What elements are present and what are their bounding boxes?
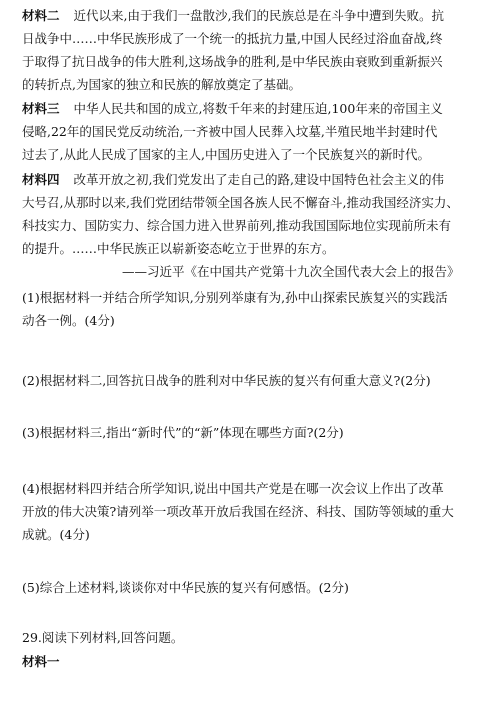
question-2: (2)根据材料二,回答抗日战争的胜利对中华民族的复兴有何重大意义?(2分)	[22, 373, 431, 388]
material-4-label: 材料四	[22, 172, 60, 187]
material-2-label: 材料二	[22, 8, 60, 23]
material-4-line: 科技实力、国防实力、综合国力进入世界前列,推动我国国际地位实现前所未有	[22, 218, 451, 233]
question-3: (3)根据材料三,指出“新时代”的“新”体现在哪些方面?(2分)	[22, 425, 344, 440]
question-5: (5)综合上述材料,谈谈你对中华民族的复兴有何感悟。(2分)	[22, 580, 349, 595]
material-2-line: 于取得了抗日战争的伟大胜利,这场战争的胜利,是中华民族由衰败到重新振兴	[22, 54, 443, 69]
question-4-line: (4)根据材料四并结合所学知识,说出中国共产党是在哪一次会议上作出了改革	[22, 481, 444, 496]
material-2-first-line	[22, 8, 444, 24]
material-3-label: 材料三	[22, 101, 60, 116]
material-4-source: ——习近平《在中国共产党第十九次全国代表大会上的报告》	[122, 264, 460, 279]
material-4-first-line	[22, 172, 444, 188]
material-2-line: 的转折点,为国家的独立和民族的解放奠定了基础。	[22, 77, 301, 92]
material-3-text: 中华人民共和国的成立,将数千年来的封建压迫,100年来的帝国主义	[73, 101, 443, 116]
material-3-line: 侵略,22年的国民党反动统治,一齐被中国人民葬入坟墓,半殖民地半封建时代	[22, 124, 438, 139]
question-1-line: (1)根据材料一并结合所学知识,分别列举康有为,孙中山探索民族复兴的实践活	[22, 290, 448, 305]
material-2-line: 日战争中……中华民族形成了一个统一的抵抗力量,中国人民经过浴血奋战,终	[22, 31, 443, 46]
material-3-line: 过去了,从此人民成了国家的主人,中国历史进入了一个民族复兴的新时代。	[22, 147, 430, 162]
material-4-text: 改革开放之初,我们党发出了走自己的路,建设中国特色社会主义的伟	[73, 172, 444, 187]
question-1-line: 动各一例。(4分)	[22, 313, 115, 328]
question-29-instruction: 29.阅读下列材料,回答问题。	[22, 630, 184, 645]
question-4-line: 开放的伟大决策?请列举一项改革开放后我国在经济、科技、国防等领域的重大	[22, 504, 454, 519]
material-4-line: 大号召,从那时以来,我们党团结带领全国各族人民不懈奋斗,推动我国经济实力、	[22, 195, 459, 210]
question-4-line: 成就。(4分)	[22, 527, 90, 542]
material-2-text: 近代以来,由于我们一盘散沙,我们的民族总是在斗争中遭到失败。抗	[73, 8, 444, 23]
material-4-line: 的提升。……中华民族正以崭新姿态屹立于世界的东方。	[22, 241, 335, 256]
material-3-first-line	[22, 101, 443, 117]
material-1-label: 材料一	[22, 654, 60, 669]
